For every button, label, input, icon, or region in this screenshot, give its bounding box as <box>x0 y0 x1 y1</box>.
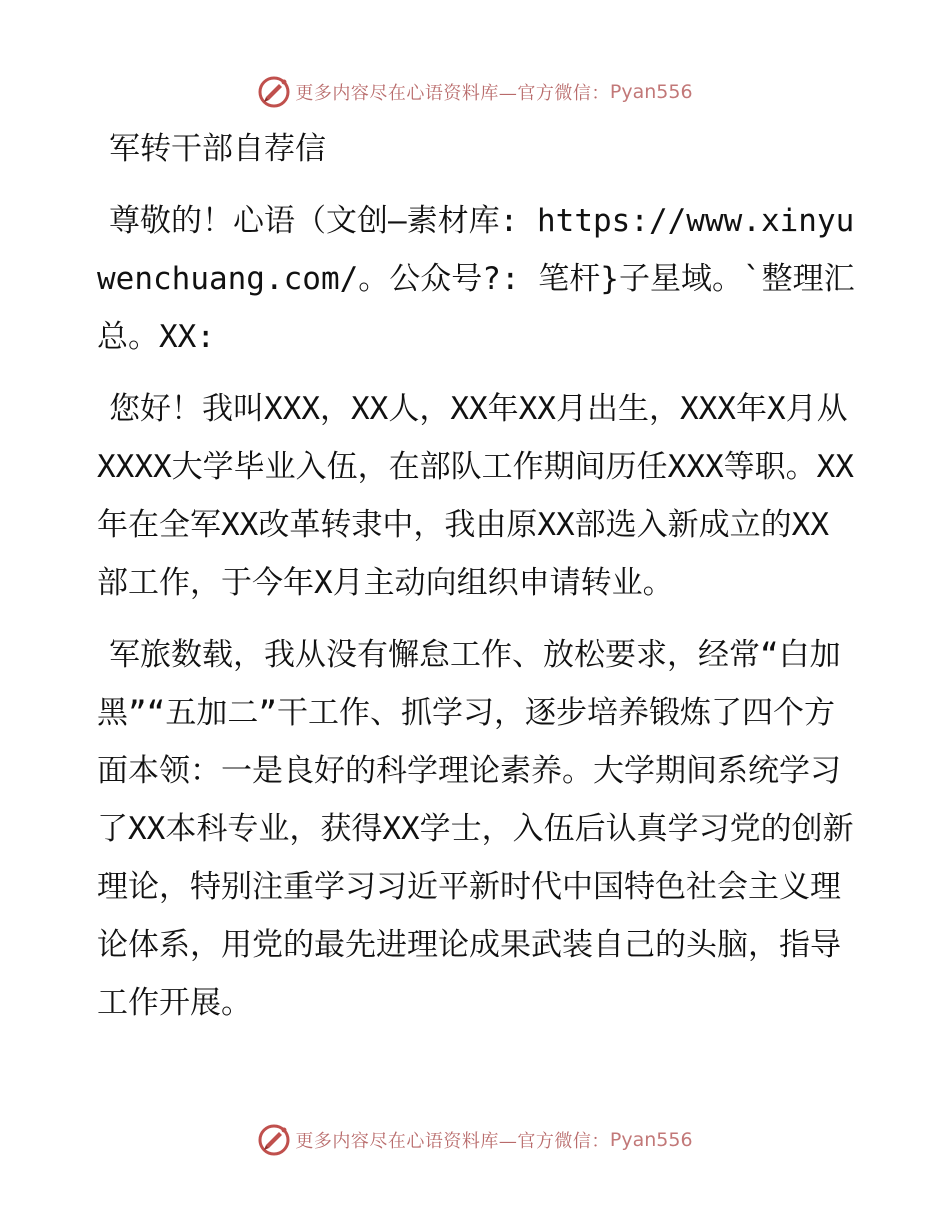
watermark-wechat-id: Pyan556 <box>609 81 693 103</box>
experience-paragraph: 军旅数载，我从没有懈怠工作、放松要求，经常“白加黑”“五加二”干工作、抓学习，逐步培养锻炼了四个方面本领：一是良好的科学理论素养。大学期间系统学习了XX本科专业，获得XX学士，入伍后认真学习党的创新理论，特别注重学习习近平新时代中国特色社会主义理论体系，用党的最先进理论成果武装自己的头脑，指导工作开展。 <box>97 637 854 1021</box>
footer-watermark <box>0 1120 950 1160</box>
pen-logo-icon <box>257 75 291 109</box>
watermark-text: 更多内容尽在心语资料库—官方微信： <box>295 1131 610 1152</box>
document-body <box>97 120 857 1032</box>
intro-paragraph: 您好！我叫XXX，XX人，XX年XX月出生，XXX年X月从XXXX大学毕业入伍，在部队工作期间历任XXX等职。XX年在全军XX改革转隶中，我由原XX部选入新成立的XX部工作，于今年X月主动向组织申请转业。 <box>97 391 854 601</box>
watermark-text: 更多内容尽在心语资料库—官方微信： <box>295 83 610 104</box>
salutation-paragraph: 尊敬的！心语（文创—素材库: https://www.xinyuwenchuang.com/。公众号?: 笔杆}子星域。`整理汇总。XX: <box>97 203 855 355</box>
pen-logo-icon <box>257 1123 291 1157</box>
document-title: 军转干部自荐信 <box>109 131 326 167</box>
header-watermark <box>0 72 950 112</box>
watermark-wechat-id: Pyan556 <box>609 1129 693 1151</box>
